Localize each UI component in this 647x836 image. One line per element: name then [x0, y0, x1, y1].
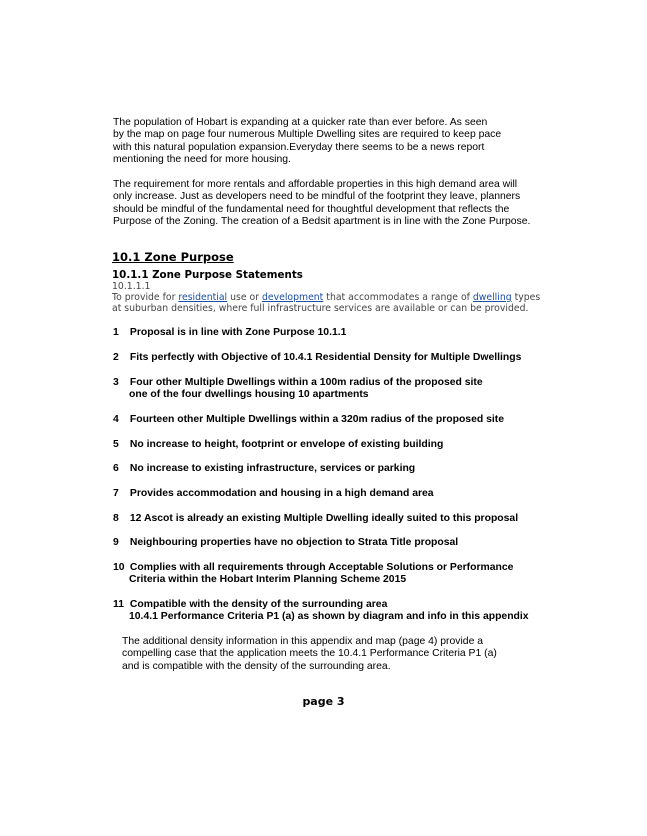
text-line: Purpose of the Zoning. The creation of a Bedsit apartment is in line with the Zone Purpose.	[113, 216, 531, 228]
clause-text: To provide for	[112, 292, 179, 303]
text-line: mentioning the need for more housing.	[113, 154, 291, 166]
item-number: 3	[113, 377, 119, 388]
section-subheading: 10.1.1 Zone Purpose Statements	[112, 269, 303, 281]
item-text: No increase to existing infrastructure, services or parking	[129, 463, 416, 474]
list-item	[113, 599, 573, 624]
intro-paragraph-2	[113, 179, 543, 229]
item-number: 8	[113, 513, 119, 524]
clause-line-2: at suburban densities, where full infrastructure services are available or can be provided.	[112, 303, 529, 314]
item-continuation: 10.4.1 Performance Criteria P1 (a) as shown by diagram and info in this appendix	[129, 611, 529, 623]
item-text: 12 Ascot is already an existing Multiple Dwelling ideally suited to this proposal	[129, 513, 519, 524]
item-text: Fits perfectly with Objective of 10.4.1 Residential Density for Multiple Dwellings	[129, 352, 522, 363]
list-item	[113, 352, 573, 364]
item-number: 7	[113, 488, 119, 499]
text-line: by the map on page four numerous Multiple Dwelling sites are required to keep pace	[113, 129, 502, 141]
item-number: 5	[113, 439, 119, 450]
clause-text: that accommodates a range of	[323, 292, 473, 303]
clause-text: types	[511, 292, 541, 303]
item-number: 2	[113, 352, 119, 363]
item-text: Proposal is in line with Zone Purpose 10.1.1	[129, 327, 347, 338]
list-item	[113, 513, 573, 525]
intro-paragraph-1	[113, 117, 543, 167]
clause-number: 10.1.1.1	[112, 281, 151, 292]
list-item	[113, 537, 573, 549]
item-number: 4	[113, 414, 119, 425]
list-item	[113, 439, 573, 451]
item-text: Fourteen other Multiple Dwellings within a 320m radius of the proposed site	[129, 414, 504, 425]
development-link[interactable]: development	[262, 292, 324, 303]
item-number: 9	[113, 537, 119, 548]
text-line: compelling case that the application meets the 10.4.1 Performance Criteria P1 (a)	[122, 648, 497, 660]
list-item	[113, 488, 573, 500]
closing-paragraph	[122, 636, 497, 673]
list-item	[113, 562, 573, 587]
text-line: and is compatible with the density of the surrounding area.	[122, 660, 391, 672]
item-number: 11	[113, 599, 124, 610]
list-item	[113, 327, 573, 339]
text-line: The additional density information in this appendix and map (page 4) provide a	[122, 636, 484, 647]
clause-line-1	[112, 292, 540, 303]
item-continuation: Criteria within the Hobart Interim Planning Scheme 2015	[129, 574, 407, 586]
text-line: with this natural population expansion.Everyday there seems to be a news report	[113, 141, 485, 153]
item-text: Provides accommodation and housing in a high demand area	[129, 488, 434, 499]
item-number: 6	[113, 463, 119, 474]
zone-purpose-clause	[112, 281, 540, 314]
item-text: No increase to height, footprint or envelope of existing building	[129, 439, 444, 450]
residential-link[interactable]: residential	[178, 292, 228, 303]
page-number: page 3	[302, 695, 345, 708]
list-item	[113, 377, 573, 402]
text-line: should be mindful of the fundamental need for thoughtful development that reflects the	[113, 203, 510, 215]
item-number: 10	[113, 562, 125, 573]
list-item	[113, 414, 573, 426]
text-line: The population of Hobart is expanding at a quicker rate than ever before. As seen	[113, 117, 488, 128]
item-text: Four other Multiple Dwellings within a 100m radius of the proposed site	[129, 377, 483, 388]
text-line: The requirement for more rentals and affordable properties in this high demand area will	[113, 179, 518, 190]
item-text: Complies with all requirements through Acceptable Solutions or Performance	[129, 562, 514, 573]
dwelling-link[interactable]: dwelling	[472, 292, 512, 303]
item-text: Compatible with the density of the surrounding area	[129, 599, 388, 610]
item-number: 1	[113, 327, 119, 338]
text-line: only increase. Just as developers need to be mindful of the footprint they leave, planners	[113, 191, 521, 203]
clause-text: use or	[227, 292, 262, 303]
section-heading: 10.1 Zone Purpose	[112, 250, 234, 264]
item-text: Neighbouring properties have no objection to Strata Title proposal	[129, 537, 459, 548]
list-item	[113, 463, 573, 475]
item-continuation: one of the four dwellings housing 10 apartments	[129, 389, 369, 401]
